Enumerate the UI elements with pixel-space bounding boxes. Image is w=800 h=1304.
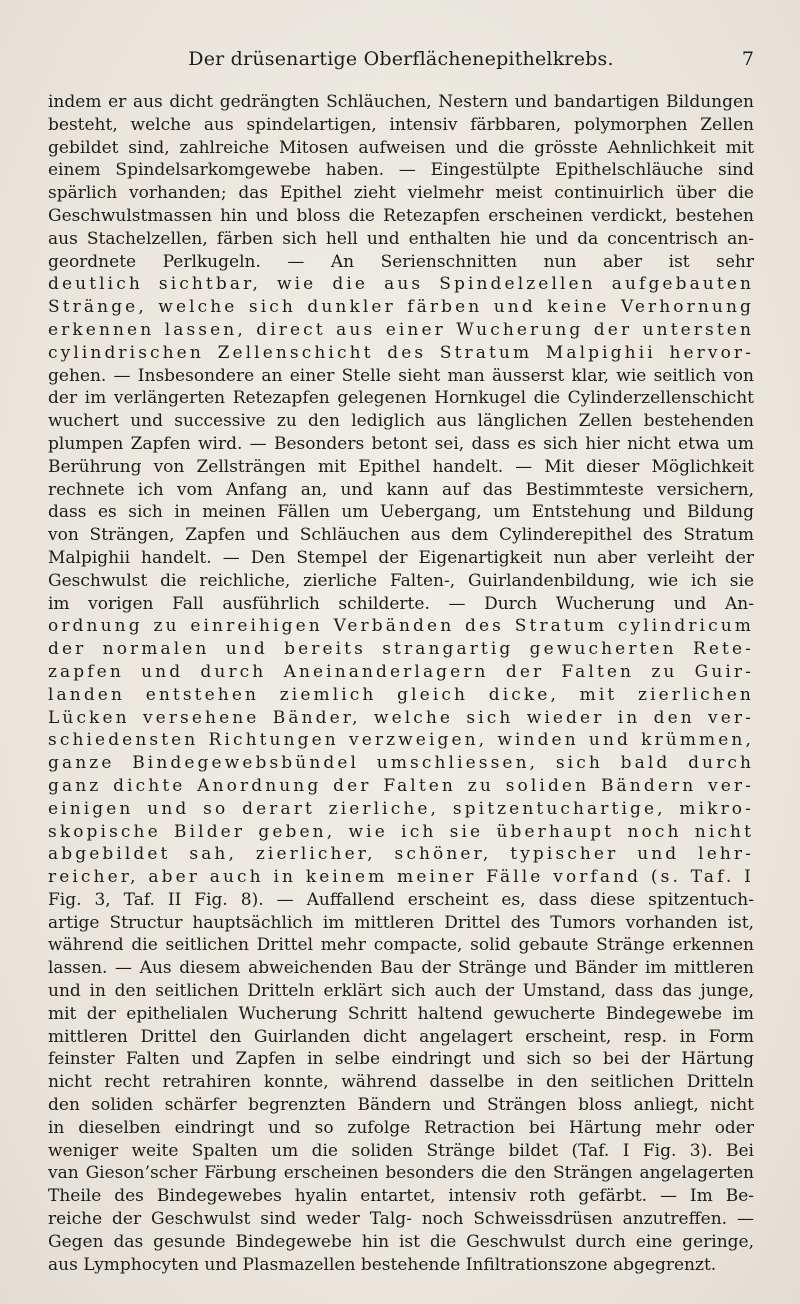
text-line: reicher, aber auch in keinem meiner Fälle vorfand (s. Taf. I bbox=[48, 867, 754, 888]
text-line: mit der epithelialen Wucherung Schritt haltend gewucherte Bindegewebe im bbox=[48, 1003, 754, 1024]
text-line: skopische Bilder geben, wie ich sie überhaupt noch nicht bbox=[48, 821, 754, 842]
text-line: Geschwulst die reichliche, zierliche Falten-, Guirlandenbildung, wie ich sie bbox=[48, 570, 754, 591]
text-line: van Gieson’scher Färbung erscheinen besonders die den Strängen angelagerten bbox=[48, 1163, 754, 1184]
text-line: erkennen lassen, direct aus einer Wucherung der untersten bbox=[48, 319, 754, 340]
text-line: reiche der Geschwulst sind weder Talg- noch Schweissdrüsen anzutreffen. — bbox=[48, 1209, 754, 1230]
text-line: gebildet sind, zahlreiche Mitosen aufweisen und die grösste Aehnlichkeit mit bbox=[48, 137, 754, 158]
text-line: mittleren Drittel den Guirlanden dicht angelagert erscheint, resp. in Form bbox=[48, 1026, 754, 1047]
text-line: cylindrischen Zellenschicht des Stratum Malpighii hervor- bbox=[48, 342, 754, 363]
text-line: rechnete ich vom Anfang an, und kann auf das Bestimmteste versichern, bbox=[48, 479, 754, 500]
text-line: besteht, welche aus spindelartigen, intensiv färbbaren, polymorphen Zellen bbox=[48, 114, 754, 135]
text-line: Malpighii handelt. — Den Stempel der Eigenartigkeit nun aber verleiht der bbox=[48, 547, 754, 568]
text-line: artige Structur hauptsächlich im mittleren Drittel des Tumors vorhanden ist, bbox=[48, 912, 754, 933]
text-line: aus Lymphocyten und Plasmazellen bestehende Infiltrationszone abgegrenzt. bbox=[48, 1254, 717, 1275]
text-line: der normalen und bereits strangartig gewucherten Rete- bbox=[48, 639, 754, 660]
text-line: zapfen und durch Aneinanderlagern der Falten zu Guir- bbox=[48, 661, 754, 682]
text-line: landen entstehen ziemlich gleich dicke, mit zierlichen bbox=[48, 684, 754, 705]
text-line: während die seitlichen Drittel mehr compacte, solid gebaute Stränge erkennen bbox=[48, 935, 754, 956]
text-line: Geschwulstmassen hin und bloss die Retezapfen erscheinen verdickt, bestehen bbox=[48, 205, 754, 226]
text-line: weniger weite Spalten um die soliden Stränge bildet (Taf. I Fig. 3). Bei bbox=[48, 1140, 754, 1161]
running-title: Der drüsenartige Oberflächenepithelkrebs. bbox=[188, 48, 614, 70]
running-header bbox=[48, 48, 754, 78]
text-line: Theile des Bindegewebes hyalin entartet, intensiv roth gefärbt. — Im Be- bbox=[48, 1186, 754, 1207]
text-line: Berührung von Zellsträngen mit Epithel handelt. — Mit dieser Möglichkeit bbox=[48, 456, 754, 477]
text-line: ordnung zu einreihigen Verbänden des Stratum cylindricum bbox=[48, 616, 754, 637]
text-line: lassen. — Aus diesem abweichenden Bau der Stränge und Bänder im mittleren bbox=[48, 958, 754, 979]
text-line: geordnete Perlkugeln. — An Serienschnitten nun aber ist sehr bbox=[48, 251, 754, 272]
text-line: indem er aus dicht gedrängten Schläuchen, Nestern und bandartigen Bildungen bbox=[48, 92, 754, 112]
text-line: gehen. — Insbesondere an einer Stelle sieht man äusserst klar, wie seitlich von bbox=[48, 365, 754, 386]
text-line: den soliden schärfer begrenzten Bändern und Strängen bloss anliegt, nicht bbox=[48, 1095, 754, 1116]
text-line: spärlich vorhanden; das Epithel zieht vielmehr meist continuirlich über die bbox=[48, 183, 754, 204]
text-line: Stränge, welche sich dunkler färben und keine Verhornung bbox=[48, 297, 754, 318]
text-line: der im verlängerten Retezapfen gelegenen Hornkugel die Cylinderzellenschicht bbox=[48, 388, 754, 409]
text-line: in dieselben eindringt und so zufolge Retraction bei Härtung mehr oder bbox=[48, 1117, 754, 1138]
text-line: aus Stachelzellen, färben sich hell und enthalten hie und da concentrisch an- bbox=[48, 228, 754, 249]
text-line: Lücken versehene Bänder, welche sich wieder in den ver- bbox=[48, 707, 754, 728]
text-line: dass es sich in meinen Fällen um Uebergang, um Entstehung und Bildung bbox=[48, 502, 754, 523]
text-line: im vorigen Fall ausführlich schilderte. — Durch Wucherung und An- bbox=[48, 593, 754, 614]
text-line: ganze Bindegewebsbündel umschliessen, sich bald durch bbox=[48, 753, 754, 774]
body-paragraph bbox=[48, 91, 754, 1276]
text-line: und in den seitlichen Dritteln erklärt sich auch der Umstand, dass das junge, bbox=[48, 981, 754, 1002]
text-line: nicht recht retrahiren konnte, während dasselbe in den seitlichen Dritteln bbox=[48, 1072, 754, 1093]
text-line: ganz dichte Anordnung der Falten zu soliden Bändern ver- bbox=[48, 775, 754, 796]
text-line: von Strängen, Zapfen und Schläuchen aus dem Cylinderepithel des Stratum bbox=[48, 525, 754, 546]
text-line: wuchert und successive zu den lediglich aus länglichen Zellen bestehenden bbox=[48, 411, 754, 432]
page-number: 7 bbox=[741, 48, 754, 70]
text-line: abgebildet sah, zierlicher, schöner, typischer und lehr- bbox=[48, 844, 754, 865]
text-line: einigen und so derart zierliche, spitzentuchartige, mikro- bbox=[48, 798, 754, 819]
text-line: einem Spindelsarkomgewebe haben. — Eingestülpte Epithelschläuche sind bbox=[48, 160, 754, 181]
text-line: deutlich sichtbar, wie die aus Spindelzellen aufgebauten bbox=[48, 274, 754, 295]
text-line: schiedensten Richtungen verzweigen, winden und krümmen, bbox=[48, 730, 754, 751]
text-line: Fig. 3, Taf. II Fig. 8). — Auffallend erscheint es, dass diese spitzentuch- bbox=[48, 889, 754, 910]
text-line: Gegen das gesunde Bindegewebe hin ist die Geschwulst durch eine geringe, bbox=[48, 1231, 754, 1252]
text-line: feinster Falten und Zapfen in selbe eindringt und sich so bei der Härtung bbox=[48, 1049, 754, 1070]
text-line: plumpen Zapfen wird. — Besonders betont sei, dass es sich hier nicht etwa um bbox=[48, 433, 754, 454]
